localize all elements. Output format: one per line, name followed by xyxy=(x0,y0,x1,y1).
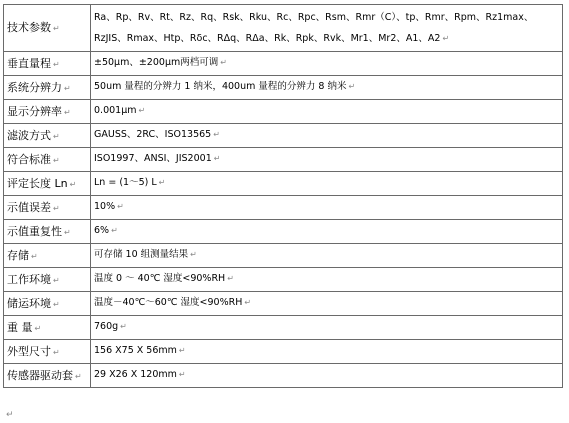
row-value: ±50μm、±200μm两档可调 ↵ xyxy=(91,52,563,76)
table-row xyxy=(4,220,563,244)
row-value: 6% ↵ xyxy=(91,220,563,244)
spec-table xyxy=(3,4,563,388)
row-label: 滤波方式 ↵ xyxy=(4,124,91,148)
table-row xyxy=(4,52,563,76)
table-row xyxy=(4,196,563,220)
row-value: 温度 0 ～ 40℃ 湿度<90%RH ↵ xyxy=(91,268,563,292)
row-label: 系统分辨力 ↵ xyxy=(4,76,91,100)
row-label: 符合标准 ↵ xyxy=(4,148,91,172)
table-row xyxy=(4,268,563,292)
table-row xyxy=(4,100,563,124)
row-value: 0.001μm ↵ xyxy=(91,100,563,124)
row-value: 温度－40℃～60℃ 湿度<90%RH ↵ xyxy=(91,292,563,316)
row-value: Ra、Rp、Rv、Rt、Rz、Rq、Rsk、Rku、Rc、Rpc、Rsm、Rmr（C）、tp、Rmr、Rpm、Rz1max、RzJIS、Rmax、Htp、Rδc、RΔq、RΔa、Rk、Rpk、Rvk、Mr1、Mr2、A1、A2 ↵ xyxy=(91,5,563,52)
table-row xyxy=(4,316,563,340)
row-label: 存储 ↵ xyxy=(4,244,91,268)
table-row xyxy=(4,124,563,148)
spec-table-body xyxy=(4,5,563,388)
row-label: 显示分辨率 ↵ xyxy=(4,100,91,124)
row-label: 技术参数 ↵ xyxy=(4,5,91,52)
row-value: 156 X75 X 56mm ↵ xyxy=(91,340,563,364)
table-row xyxy=(4,76,563,100)
row-label: 评定长度 Ln ↵ xyxy=(4,172,91,196)
row-value: 29 X26 X 120mm ↵ xyxy=(91,364,563,388)
table-row xyxy=(4,292,563,316)
paragraph-end-mark: ↵ xyxy=(6,410,14,420)
row-value: 760g ↵ xyxy=(91,316,563,340)
row-label: 垂直量程 ↵ xyxy=(4,52,91,76)
row-value: GAUSS、2RC、ISO13565 ↵ xyxy=(91,124,563,148)
row-value: 可存储 10 组测量结果 ↵ xyxy=(91,244,563,268)
table-row xyxy=(4,244,563,268)
row-label: 重 量 ↵ xyxy=(4,316,91,340)
row-value: ISO1997、ANSI、JIS2001 ↵ xyxy=(91,148,563,172)
row-label: 工作环境 ↵ xyxy=(4,268,91,292)
table-row xyxy=(4,5,563,52)
row-label: 示值重复性 ↵ xyxy=(4,220,91,244)
row-value: Ln = (1～5) L ↵ xyxy=(91,172,563,196)
table-row xyxy=(4,172,563,196)
row-value: 10% ↵ xyxy=(91,196,563,220)
table-row xyxy=(4,340,563,364)
row-label: 储运环境 ↵ xyxy=(4,292,91,316)
row-label: 外型尺寸 ↵ xyxy=(4,340,91,364)
table-row xyxy=(4,148,563,172)
row-label: 传感器驱动套 ↵ xyxy=(4,364,91,388)
row-label: 示值误差 ↵ xyxy=(4,196,91,220)
row-value: 50um 量程的分辨力 1 纳米，400um 量程的分辨力 8 纳米 ↵ xyxy=(91,76,563,100)
table-row xyxy=(4,364,563,388)
